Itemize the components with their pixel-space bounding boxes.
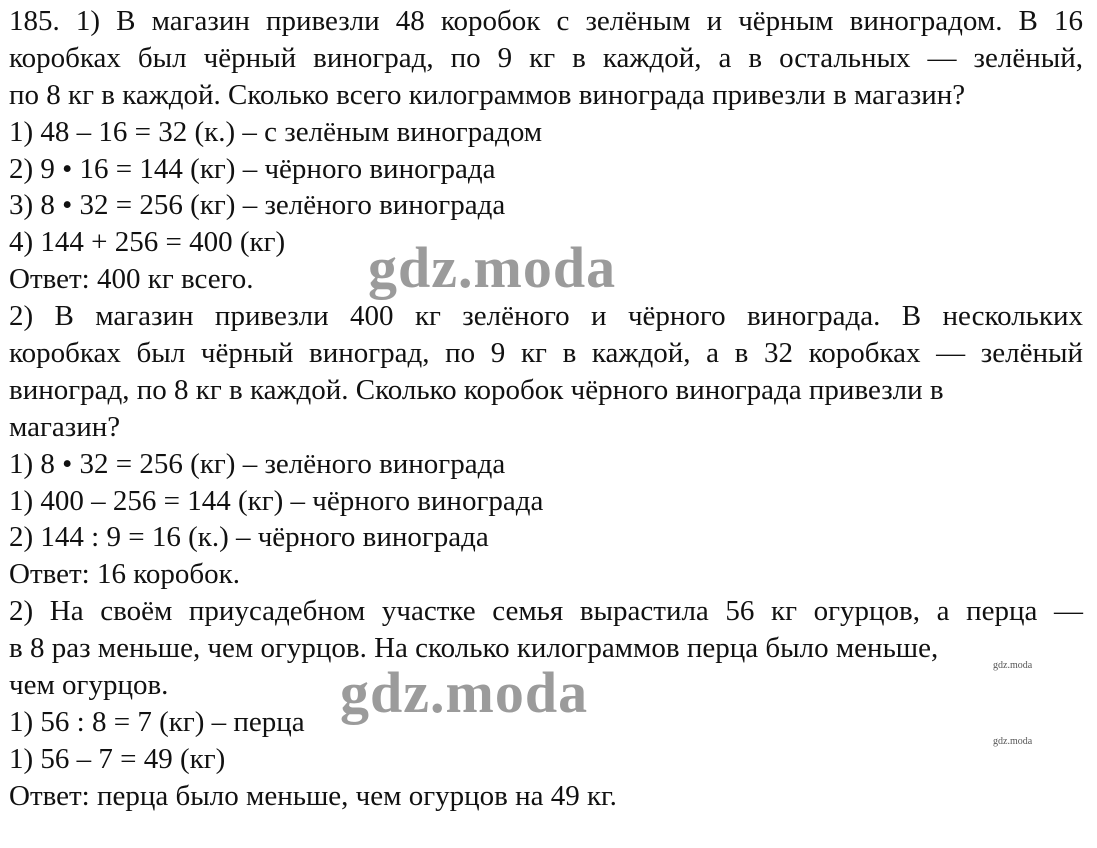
problem-1-step-4: 4) 144 + 256 = 400 (кг) bbox=[9, 226, 286, 259]
problem-1-statement-line-2: коробках был чёрный виноград, по 9 кг в каждой, а в остальных — зелёный, bbox=[9, 41, 1083, 74]
problem-2-step-2: 1) 400 – 256 = 144 (кг) – чёрного винограда bbox=[9, 484, 544, 517]
watermark-small-upper: gdz.moda bbox=[993, 660, 1033, 671]
problem-3-statement-line-1: 2) На своём приусадебном участке семья вырастила 56 кг огурцов, а перца — bbox=[9, 595, 1083, 628]
problem-1-step-3: 3) 8 • 32 = 256 (кг) – зелёного винограда bbox=[9, 189, 506, 222]
problem-2-statement-line-3: виноград, по 8 кг в каждой. Сколько коробок чёрного винограда привезли в bbox=[9, 373, 944, 406]
problem-3-statement-line-2: в 8 раз меньше, чем огурцов. На сколько килограммов перца было меньше, bbox=[9, 632, 939, 665]
problem-1-step-2: 2) 9 • 16 = 144 (кг) – чёрного винограда bbox=[9, 152, 496, 185]
problem-2-statement-line-4: магазин? bbox=[9, 410, 121, 443]
problem-2-statement-line-2: коробках был чёрный виноград, по 9 кг в каждой, а в 32 коробках — зелёный bbox=[9, 337, 1083, 370]
watermark-small-lower: gdz.moda bbox=[993, 736, 1033, 747]
problem-1-statement-line-3: по 8 кг в каждой. Сколько всего килограммов винограда привезли в магазин? bbox=[9, 78, 966, 111]
problem-3-step-2: 1) 56 – 7 = 49 (кг) bbox=[9, 742, 226, 775]
problem-1-statement-line-1: 185. 1) В магазин привезли 48 коробок с зелёным и чёрным виноградом. В 16 bbox=[9, 5, 1083, 37]
problem-2-step-1: 1) 8 • 32 = 256 (кг) – зелёного винограда bbox=[9, 447, 506, 480]
problem-2-answer: Ответ: 16 коробок. bbox=[9, 558, 240, 591]
problem-3-answer: Ответ: перца было меньше, чем огурцов на 49 кг. bbox=[9, 779, 617, 812]
problem-2-statement-line-1: 2) В магазин привезли 400 кг зелёного и чёрного винограда. В нескольких bbox=[9, 300, 1083, 333]
watermark-logo-lower: gdz.moda bbox=[340, 660, 589, 725]
problem-2-step-3: 2) 144 : 9 = 16 (к.) – чёрного винограда bbox=[9, 521, 489, 554]
problem-3-step-1: 1) 56 : 8 = 7 (кг) – перца bbox=[9, 705, 305, 738]
problem-3-statement-line-3: чем огурцов. bbox=[9, 669, 169, 702]
problem-1-answer: Ответ: 400 кг всего. bbox=[9, 263, 254, 296]
problem-1-step-1: 1) 48 – 16 = 32 (к.) – с зелёным виноградом bbox=[9, 115, 543, 148]
watermark-logo-upper: gdz.moda bbox=[368, 235, 617, 300]
